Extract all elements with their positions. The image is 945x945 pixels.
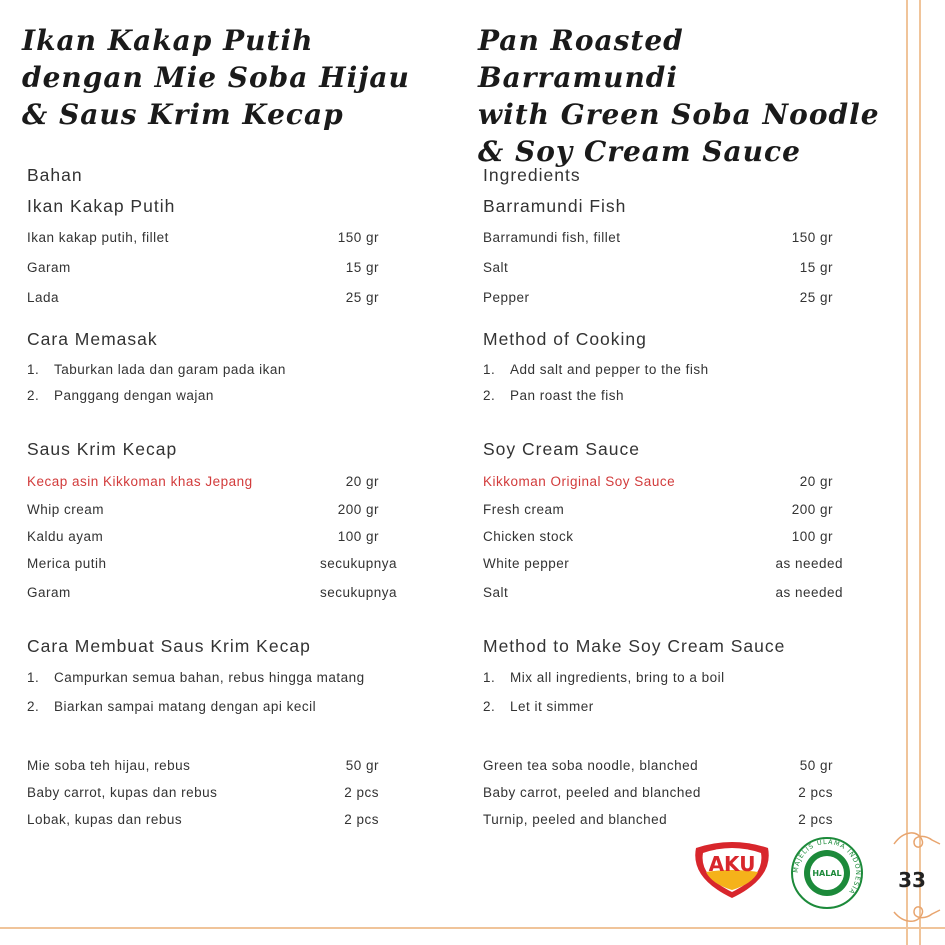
page-frame-line <box>0 927 945 929</box>
sauce-method-heading: Method to Make Soy Cream Sauce <box>483 636 786 656</box>
side-ingredient-row: Turnip, peeled and blanched 2 pcs <box>483 812 833 827</box>
ingredients-heading: Ingredients <box>483 165 581 185</box>
method-step: 1. Taburkan lada dan garam pada ikan <box>27 362 286 377</box>
side-ingredient-row: Baby carrot, kupas dan rebus 2 pcs <box>27 785 379 800</box>
ingredients-heading: Bahan <box>27 165 83 185</box>
aku-logo-text: AKU <box>708 852 756 876</box>
sauce-heading: Soy Cream Sauce <box>483 439 641 459</box>
page-frame-line <box>919 0 921 945</box>
title-line-3: & Soy Cream Sauce <box>478 135 801 168</box>
fish-heading: Barramundi Fish <box>483 196 627 216</box>
sauce-method-heading: Cara Membuat Saus Krim Kecap <box>27 636 311 656</box>
method-step: 2. Panggang dengan wajan <box>27 388 214 403</box>
sauce-ingredient-row-highlight: Kecap asin Kikkoman khas Jepang 20 gr <box>27 474 379 489</box>
title-line-2: with Green Soba Noodle <box>478 98 880 131</box>
sauce-ingredient-row: Merica putih secukupnya <box>27 556 397 571</box>
title-line-1: Pan Roasted Barramundi <box>478 24 684 94</box>
method-heading: Cara Memasak <box>27 329 158 349</box>
fish-heading: Ikan Kakap Putih <box>27 196 176 216</box>
title-line-2: dengan Mie Soba Hijau <box>22 61 410 94</box>
side-ingredient-row: Green tea soba noodle, blanched 50 gr <box>483 758 833 773</box>
ingredient-row: Ikan kakap putih, fillet 150 gr <box>27 230 379 245</box>
sauce-ingredient-row: Garam secukupnya <box>27 585 397 600</box>
side-ingredient-row: Lobak, kupas dan rebus 2 pcs <box>27 812 379 827</box>
method-step: 1. Add salt and pepper to the fish <box>483 362 709 377</box>
flourish-icon <box>892 898 942 928</box>
halal-center-text: HALAL <box>812 869 842 878</box>
ingredient-row: Garam 15 gr <box>27 260 379 275</box>
sauce-ingredient-row: Fresh cream 200 gr <box>483 502 833 517</box>
sauce-ingredient-row: Whip cream 200 gr <box>27 502 379 517</box>
method-heading: Method of Cooking <box>483 329 647 349</box>
method-step: 2. Pan roast the fish <box>483 388 625 403</box>
ingredient-row: Lada 25 gr <box>27 290 379 305</box>
recipe-title <box>478 22 888 170</box>
aku-logo-icon <box>690 838 774 900</box>
title-line-1: Ikan Kakap Putih <box>22 24 314 57</box>
sauce-ingredient-row: White pepper as needed <box>483 556 843 571</box>
sauce-step: 1. Mix all ingredients, bring to a boil <box>483 670 725 685</box>
title-line-3: & Saus Krim Kecap <box>22 98 344 131</box>
sauce-ingredient-row: Kaldu ayam 100 gr <box>27 529 379 544</box>
recipe-title <box>22 22 432 133</box>
page-frame-line <box>906 0 908 945</box>
sauce-ingredient-row: Chicken stock 100 gr <box>483 529 833 544</box>
sauce-ingredient-row-highlight: Kikkoman Original Soy Sauce 20 gr <box>483 474 833 489</box>
page-number: 33 <box>898 868 926 892</box>
sauce-ingredient-row: Salt as needed <box>483 585 843 600</box>
flourish-icon <box>892 826 942 856</box>
ingredient-row: Barramundi fish, fillet 150 gr <box>483 230 833 245</box>
sauce-step: 2. Biarkan sampai matang dengan api kecil <box>27 699 317 714</box>
ingredient-row: Salt 15 gr <box>483 260 833 275</box>
sauce-step: 1. Campurkan semua bahan, rebus hingga matang <box>27 670 365 685</box>
side-ingredient-row: Baby carrot, peeled and blanched 2 pcs <box>483 785 833 800</box>
sauce-step: 2. Let it simmer <box>483 699 594 714</box>
ingredient-row: Pepper 25 gr <box>483 290 833 305</box>
side-ingredient-row: Mie soba teh hijau, rebus 50 gr <box>27 758 379 773</box>
sauce-heading: Saus Krim Kecap <box>27 439 178 459</box>
halal-ring-text: MAJELIS ULAMA INDONESIA <box>791 837 863 897</box>
halal-logo-icon <box>790 836 864 910</box>
